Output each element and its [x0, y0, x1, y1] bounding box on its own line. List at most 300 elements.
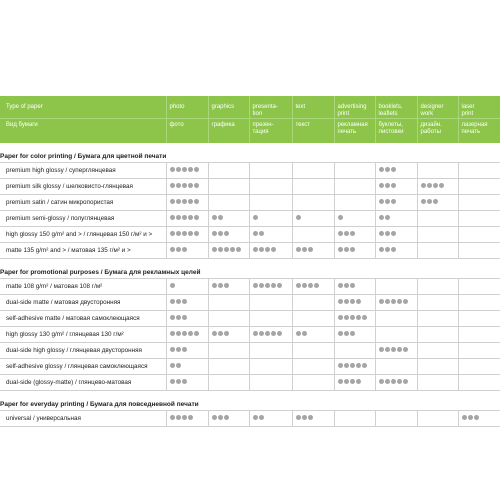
- rating-dot-icon: [176, 215, 181, 220]
- rating-dot-icon: [391, 199, 396, 204]
- rating-dot-icon: [170, 231, 175, 236]
- rating-dot-icon: [302, 247, 307, 252]
- rating-dots: [379, 199, 397, 206]
- rating-cell: [249, 226, 292, 242]
- rating-cell: [334, 210, 375, 226]
- rating-dot-icon: [176, 183, 181, 188]
- rating-dots: [379, 167, 397, 174]
- rating-cell: [334, 162, 375, 178]
- rating-dot-icon: [439, 183, 444, 188]
- table-row: [0, 278, 500, 294]
- rating-dots: [296, 331, 308, 338]
- rating-dots: [421, 199, 439, 206]
- rating-dot-icon: [338, 363, 343, 368]
- rating-cell: [166, 358, 208, 374]
- rating-dot-icon: [188, 331, 193, 336]
- rating-dots: [212, 247, 242, 254]
- rating-dots: [170, 315, 188, 322]
- header-col-en: text: [292, 96, 334, 119]
- rating-dot-icon: [170, 283, 175, 288]
- section-title: Paper for promotional purposes / Бумага для рекламных целей: [0, 258, 500, 278]
- rating-dot-icon: [350, 231, 355, 236]
- rating-dot-icon: [170, 299, 175, 304]
- table-row: [0, 178, 500, 194]
- rating-dot-icon: [212, 215, 217, 220]
- rating-dots: [170, 183, 200, 190]
- rating-cell: [375, 310, 417, 326]
- rating-dot-icon: [379, 231, 384, 236]
- rating-cell: [458, 374, 500, 390]
- rating-dot-icon: [176, 231, 181, 236]
- rating-cell: [208, 294, 249, 310]
- rating-cell: [208, 342, 249, 358]
- rating-cell: [208, 310, 249, 326]
- rating-dot-icon: [176, 331, 181, 336]
- rating-cell: [334, 310, 375, 326]
- rating-dots: [379, 247, 397, 254]
- rating-dot-icon: [170, 415, 175, 420]
- paper-type-name: dual-side (glossy-matte) / глянцево-матовая: [0, 374, 166, 390]
- rating-dot-icon: [176, 415, 181, 420]
- rating-dots: [296, 415, 314, 422]
- rating-cell: [292, 326, 334, 342]
- header-col-en: laser print: [458, 96, 500, 119]
- rating-dot-icon: [218, 415, 223, 420]
- rating-dot-icon: [344, 315, 349, 320]
- rating-dots: [379, 299, 409, 306]
- rating-dot-icon: [170, 247, 175, 252]
- rating-dots: [212, 231, 230, 238]
- rating-dot-icon: [194, 215, 199, 220]
- rating-cell: [334, 326, 375, 342]
- rating-cell: [208, 374, 249, 390]
- rating-cell: [249, 326, 292, 342]
- rating-dot-icon: [259, 415, 264, 420]
- rating-dots: [170, 415, 194, 422]
- rating-dot-icon: [265, 247, 270, 252]
- rating-dot-icon: [176, 315, 181, 320]
- rating-cell: [375, 278, 417, 294]
- rating-cell: [208, 226, 249, 242]
- rating-cell: [208, 326, 249, 342]
- rating-dot-icon: [170, 167, 175, 172]
- rating-dot-icon: [403, 299, 408, 304]
- rating-dot-icon: [397, 347, 402, 352]
- rating-dot-icon: [350, 315, 355, 320]
- header-col-en: photo: [166, 96, 208, 119]
- rating-cell: [458, 342, 500, 358]
- rating-cell: [249, 294, 292, 310]
- rating-dot-icon: [182, 215, 187, 220]
- rating-cell: [458, 178, 500, 194]
- rating-dot-icon: [271, 283, 276, 288]
- rating-cell: [417, 226, 458, 242]
- rating-dot-icon: [385, 347, 390, 352]
- rating-dot-icon: [379, 199, 384, 204]
- rating-dot-icon: [379, 347, 384, 352]
- section-header-row: [0, 143, 500, 163]
- rating-dots: [338, 315, 368, 322]
- rating-cell: [458, 226, 500, 242]
- rating-cell: [249, 194, 292, 210]
- rating-dot-icon: [344, 283, 349, 288]
- paper-comparison-table: [0, 96, 500, 427]
- rating-dot-icon: [338, 331, 343, 336]
- rating-cell: [458, 210, 500, 226]
- rating-cell: [417, 374, 458, 390]
- rating-cell: [458, 326, 500, 342]
- rating-dot-icon: [212, 247, 217, 252]
- rating-dot-icon: [385, 215, 390, 220]
- rating-dots: [338, 231, 356, 238]
- rating-dot-icon: [385, 183, 390, 188]
- section-header-row: [0, 258, 500, 278]
- rating-cell: [334, 226, 375, 242]
- rating-cell: [334, 178, 375, 194]
- rating-dot-icon: [259, 231, 264, 236]
- rating-dot-icon: [230, 247, 235, 252]
- rating-dot-icon: [397, 299, 402, 304]
- rating-dots: [170, 199, 200, 206]
- rating-dot-icon: [182, 299, 187, 304]
- rating-dot-icon: [170, 315, 175, 320]
- rating-cell: [458, 278, 500, 294]
- rating-dot-icon: [212, 231, 217, 236]
- rating-dot-icon: [356, 315, 361, 320]
- rating-dot-icon: [259, 331, 264, 336]
- paper-type-name: universal / универсальная: [0, 410, 166, 426]
- rating-cell: [417, 358, 458, 374]
- rating-dot-icon: [182, 347, 187, 352]
- paper-type-name: premium semi-glossy / полуглянцевая: [0, 210, 166, 226]
- rating-cell: [417, 326, 458, 342]
- rating-cell: [166, 294, 208, 310]
- rating-dot-icon: [259, 247, 264, 252]
- rating-dot-icon: [362, 315, 367, 320]
- rating-cell: [249, 358, 292, 374]
- paper-type-name: high glossy 150 g/m² and > / глянцевая 150 г/м² и >: [0, 226, 166, 242]
- rating-dot-icon: [344, 247, 349, 252]
- table-header: [0, 96, 500, 143]
- rating-cell: [375, 226, 417, 242]
- rating-dot-icon: [194, 331, 199, 336]
- rating-dot-icon: [427, 199, 432, 204]
- rating-dot-icon: [182, 183, 187, 188]
- rating-dot-icon: [385, 379, 390, 384]
- rating-cell: [292, 410, 334, 426]
- rating-dot-icon: [344, 363, 349, 368]
- rating-dot-icon: [308, 247, 313, 252]
- rating-dot-icon: [344, 231, 349, 236]
- rating-cell: [166, 278, 208, 294]
- header-col-ru: рекламная печать: [334, 119, 375, 143]
- paper-type-name: dual-side high glossy / глянцевая двусторонняя: [0, 342, 166, 358]
- rating-cell: [458, 410, 500, 426]
- rating-dots: [421, 183, 445, 190]
- rating-cell: [166, 342, 208, 358]
- rating-cell: [166, 194, 208, 210]
- rating-dot-icon: [433, 199, 438, 204]
- rating-dot-icon: [391, 231, 396, 236]
- rating-dot-icon: [350, 299, 355, 304]
- rating-dot-icon: [265, 283, 270, 288]
- table-row: [0, 342, 500, 358]
- rating-cell: [292, 278, 334, 294]
- rating-dot-icon: [338, 231, 343, 236]
- rating-cell: [417, 294, 458, 310]
- rating-dot-icon: [474, 415, 479, 420]
- paper-type-name: premium high glossy / суперглянцевая: [0, 162, 166, 178]
- rating-cell: [375, 242, 417, 258]
- rating-dot-icon: [379, 247, 384, 252]
- rating-dot-icon: [253, 331, 258, 336]
- rating-dots: [170, 215, 200, 222]
- rating-dot-icon: [421, 183, 426, 188]
- section-header-row: [0, 390, 500, 410]
- rating-dot-icon: [224, 331, 229, 336]
- rating-dot-icon: [302, 415, 307, 420]
- rating-dot-icon: [182, 167, 187, 172]
- rating-dots: [170, 231, 200, 238]
- rating-dot-icon: [218, 215, 223, 220]
- rating-dots: [296, 283, 320, 290]
- rating-dot-icon: [379, 167, 384, 172]
- rating-dot-icon: [170, 215, 175, 220]
- rating-dot-icon: [170, 379, 175, 384]
- rating-cell: [249, 278, 292, 294]
- rating-dot-icon: [433, 183, 438, 188]
- table-row: [0, 374, 500, 390]
- rating-dot-icon: [344, 331, 349, 336]
- rating-dot-icon: [296, 215, 301, 220]
- rating-dot-icon: [218, 231, 223, 236]
- rating-cell: [334, 242, 375, 258]
- rating-dot-icon: [218, 283, 223, 288]
- rating-dot-icon: [391, 167, 396, 172]
- rating-cell: [334, 294, 375, 310]
- rating-dot-icon: [468, 415, 473, 420]
- rating-cell: [334, 374, 375, 390]
- rating-cell: [375, 326, 417, 342]
- rating-dots: [212, 415, 230, 422]
- rating-cell: [292, 358, 334, 374]
- rating-dots: [253, 215, 259, 222]
- paper-type-name: matte 108 g/m² / матовая 108 г/м²: [0, 278, 166, 294]
- rating-dot-icon: [182, 231, 187, 236]
- rating-dot-icon: [296, 331, 301, 336]
- table-row: [0, 194, 500, 210]
- rating-cell: [208, 162, 249, 178]
- header-col-ru: буклеты, листовки: [375, 119, 417, 143]
- rating-dot-icon: [182, 315, 187, 320]
- rating-dot-icon: [170, 363, 175, 368]
- rating-dot-icon: [218, 331, 223, 336]
- header-col-ru: презен- тация: [249, 119, 292, 143]
- rating-dot-icon: [265, 331, 270, 336]
- rating-dot-icon: [182, 331, 187, 336]
- rating-dot-icon: [188, 215, 193, 220]
- rating-dot-icon: [296, 247, 301, 252]
- rating-dots: [379, 183, 397, 190]
- rating-cell: [249, 178, 292, 194]
- rating-dots: [212, 215, 224, 222]
- rating-cell: [166, 178, 208, 194]
- rating-dot-icon: [253, 283, 258, 288]
- rating-cell: [292, 162, 334, 178]
- rating-dot-icon: [385, 299, 390, 304]
- rating-cell: [375, 342, 417, 358]
- rating-dot-icon: [391, 247, 396, 252]
- rating-dot-icon: [194, 199, 199, 204]
- rating-dot-icon: [253, 231, 258, 236]
- rating-dot-icon: [188, 167, 193, 172]
- rating-cell: [208, 410, 249, 426]
- rating-dots: [253, 231, 265, 238]
- rating-dot-icon: [338, 247, 343, 252]
- rating-cell: [458, 194, 500, 210]
- rating-dot-icon: [308, 283, 313, 288]
- rating-dot-icon: [253, 415, 258, 420]
- header-col-en: designer work: [417, 96, 458, 119]
- rating-dot-icon: [350, 379, 355, 384]
- rating-cell: [249, 310, 292, 326]
- rating-dot-icon: [271, 247, 276, 252]
- rating-cell: [292, 194, 334, 210]
- rating-dot-icon: [188, 199, 193, 204]
- rating-dot-icon: [379, 379, 384, 384]
- rating-cell: [375, 194, 417, 210]
- rating-cell: [375, 374, 417, 390]
- rating-cell: [375, 210, 417, 226]
- table-row: [0, 358, 500, 374]
- rating-dot-icon: [253, 247, 258, 252]
- rating-cell: [458, 242, 500, 258]
- rating-cell: [334, 278, 375, 294]
- rating-dot-icon: [176, 379, 181, 384]
- rating-dot-icon: [224, 283, 229, 288]
- rating-dot-icon: [379, 215, 384, 220]
- rating-cell: [375, 294, 417, 310]
- rating-cell: [249, 374, 292, 390]
- header-col-en: advertising print: [334, 96, 375, 119]
- rating-dot-icon: [421, 199, 426, 204]
- rating-dot-icon: [427, 183, 432, 188]
- rating-dot-icon: [356, 363, 361, 368]
- rating-dot-icon: [385, 199, 390, 204]
- rating-dot-icon: [350, 283, 355, 288]
- rating-dot-icon: [356, 299, 361, 304]
- rating-dot-icon: [176, 247, 181, 252]
- rating-dot-icon: [356, 379, 361, 384]
- header-type-of-paper-ru: Вид бумаги: [0, 119, 166, 143]
- rating-dot-icon: [338, 299, 343, 304]
- header-col-ru: текст: [292, 119, 334, 143]
- rating-dot-icon: [182, 415, 187, 420]
- rating-dot-icon: [350, 331, 355, 336]
- table-row: [0, 410, 500, 426]
- rating-dot-icon: [403, 347, 408, 352]
- rating-cell: [417, 310, 458, 326]
- rating-dot-icon: [338, 215, 343, 220]
- paper-type-name: premium silk glossy / шелковисто-глянцевая: [0, 178, 166, 194]
- rating-dot-icon: [182, 247, 187, 252]
- rating-dots: [170, 283, 176, 290]
- rating-dot-icon: [296, 415, 301, 420]
- rating-cell: [334, 410, 375, 426]
- rating-dot-icon: [302, 331, 307, 336]
- header-col-ru: фото: [166, 119, 208, 143]
- rating-cell: [166, 162, 208, 178]
- paper-type-name: matte 135 g/m² and > / матовая 135 г/м² и >: [0, 242, 166, 258]
- rating-dot-icon: [194, 231, 199, 236]
- header-col-en: booklets, leaflets: [375, 96, 417, 119]
- header-col-en: presenta- tion: [249, 96, 292, 119]
- rating-dots: [253, 331, 283, 338]
- rating-dot-icon: [296, 283, 301, 288]
- rating-dot-icon: [170, 331, 175, 336]
- rating-dots: [338, 215, 344, 222]
- table-row: [0, 226, 500, 242]
- rating-dot-icon: [397, 379, 402, 384]
- rating-dot-icon: [170, 347, 175, 352]
- header-type-of-paper: Type of paper: [6, 104, 43, 110]
- rating-cell: [458, 310, 500, 326]
- rating-cell: [334, 342, 375, 358]
- rating-cell: [166, 210, 208, 226]
- table-row: [0, 242, 500, 258]
- paper-type-name: dual-side matte / матовая двусторонняя: [0, 294, 166, 310]
- rating-dots: [338, 331, 356, 338]
- paper-type-name: premium satin / сатин микропористая: [0, 194, 166, 210]
- rating-cell: [458, 294, 500, 310]
- rating-dot-icon: [188, 415, 193, 420]
- table-row: [0, 294, 500, 310]
- rating-dot-icon: [188, 231, 193, 236]
- rating-cell: [334, 194, 375, 210]
- rating-dots: [212, 283, 230, 290]
- paper-comparison-table-container: [0, 96, 500, 427]
- rating-dot-icon: [379, 299, 384, 304]
- rating-dot-icon: [224, 415, 229, 420]
- rating-dots: [170, 363, 182, 370]
- rating-cell: [375, 178, 417, 194]
- rating-dots: [338, 379, 362, 386]
- rating-dot-icon: [403, 379, 408, 384]
- rating-dot-icon: [176, 299, 181, 304]
- rating-dots: [379, 347, 409, 354]
- section-title: Paper for everyday printing / Бумага для повседневной печати: [0, 390, 500, 410]
- header-col-ru: дизайн. работы: [417, 119, 458, 143]
- rating-dots: [379, 379, 409, 386]
- rating-dot-icon: [462, 415, 467, 420]
- rating-dots: [379, 231, 397, 238]
- rating-dot-icon: [308, 415, 313, 420]
- rating-cell: [292, 310, 334, 326]
- rating-cell: [166, 226, 208, 242]
- rating-dot-icon: [314, 283, 319, 288]
- rating-cell: [292, 210, 334, 226]
- rating-cell: [334, 358, 375, 374]
- rating-cell: [208, 210, 249, 226]
- rating-dot-icon: [350, 247, 355, 252]
- rating-dots: [170, 331, 200, 338]
- rating-cell: [417, 162, 458, 178]
- rating-dots: [462, 415, 480, 422]
- rating-dot-icon: [170, 199, 175, 204]
- rating-cell: [417, 178, 458, 194]
- rating-dots: [338, 363, 368, 370]
- rating-dots: [170, 299, 188, 306]
